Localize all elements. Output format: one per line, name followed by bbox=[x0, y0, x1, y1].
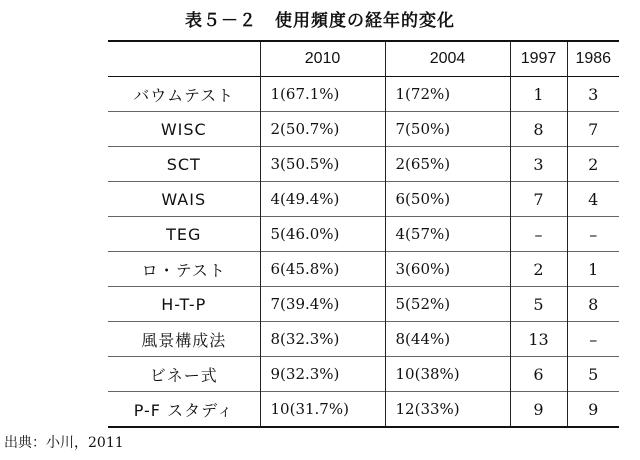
header-cell-2010: 2010 bbox=[260, 41, 385, 77]
rank-2004-cell: 12(33%) bbox=[385, 392, 510, 428]
rank-2004-cell: 4(57%) bbox=[385, 217, 510, 252]
rank-1997-cell: 9 bbox=[510, 392, 567, 428]
source-note: 出典：小川，2011 bbox=[4, 435, 124, 451]
rank-1986-cell: 4 bbox=[567, 182, 619, 217]
table-row bbox=[108, 287, 619, 322]
table-row bbox=[108, 252, 619, 287]
test-name-cell: P-F スタディ bbox=[108, 392, 260, 428]
rank-1997-cell: 5 bbox=[510, 287, 567, 322]
rank-2010-cell: 6(45.8%) bbox=[260, 252, 385, 287]
test-name-cell: ロ・テスト bbox=[108, 252, 260, 287]
rank-2010-cell: 9(32.3%) bbox=[260, 357, 385, 392]
test-name-cell: H-T-P bbox=[108, 287, 260, 322]
rank-2004-cell: 6(50%) bbox=[385, 182, 510, 217]
test-name-cell: WISC bbox=[108, 112, 260, 147]
rank-1986-cell: – bbox=[567, 322, 619, 357]
table-row bbox=[108, 112, 619, 147]
header-cell-blank bbox=[108, 41, 260, 77]
header-cell-1986: 1986 bbox=[567, 41, 619, 77]
test-name-cell: SCT bbox=[108, 147, 260, 182]
rank-1997-cell: 13 bbox=[510, 322, 567, 357]
test-name-cell: バウムテスト bbox=[108, 77, 260, 112]
rank-2010-cell: 7(39.4%) bbox=[260, 287, 385, 322]
rank-2004-cell: 2(65%) bbox=[385, 147, 510, 182]
rank-2004-cell: 7(50%) bbox=[385, 112, 510, 147]
rank-1986-cell: 5 bbox=[567, 357, 619, 392]
rank-2010-cell: 10(31.7%) bbox=[260, 392, 385, 428]
rank-1986-cell: 3 bbox=[567, 77, 619, 112]
rank-2004-cell: 8(44%) bbox=[385, 322, 510, 357]
usage-frequency-table bbox=[108, 40, 619, 428]
rank-1997-cell: 6 bbox=[510, 357, 567, 392]
rank-2010-cell: 5(46.0%) bbox=[260, 217, 385, 252]
rank-1997-cell: 1 bbox=[510, 77, 567, 112]
rank-2004-cell: 1(72%) bbox=[385, 77, 510, 112]
rank-2010-cell: 8(32.3%) bbox=[260, 322, 385, 357]
rank-2010-cell: 1(67.1%) bbox=[260, 77, 385, 112]
test-name-cell: ビネー式 bbox=[108, 357, 260, 392]
rank-1986-cell: 1 bbox=[567, 252, 619, 287]
table-row bbox=[108, 392, 619, 428]
rank-2004-cell: 3(60%) bbox=[385, 252, 510, 287]
rank-2010-cell: 2(50.7%) bbox=[260, 112, 385, 147]
rank-1997-cell: – bbox=[510, 217, 567, 252]
test-name-cell: TEG bbox=[108, 217, 260, 252]
rank-1997-cell: 2 bbox=[510, 252, 567, 287]
rank-1986-cell: 8 bbox=[567, 287, 619, 322]
rank-1986-cell: 2 bbox=[567, 147, 619, 182]
table-row bbox=[108, 217, 619, 252]
table-row bbox=[108, 182, 619, 217]
rank-1986-cell: 9 bbox=[567, 392, 619, 428]
rank-1997-cell: 3 bbox=[510, 147, 567, 182]
table-row bbox=[108, 77, 619, 112]
table-title: 表５－２ 使用頻度の経年的変化 bbox=[185, 11, 455, 31]
table-row bbox=[108, 322, 619, 357]
rank-2010-cell: 4(49.4%) bbox=[260, 182, 385, 217]
header-row bbox=[108, 41, 619, 77]
rank-1997-cell: 7 bbox=[510, 182, 567, 217]
rank-2004-cell: 5(52%) bbox=[385, 287, 510, 322]
header-cell-2004: 2004 bbox=[385, 41, 510, 77]
table-row bbox=[108, 357, 619, 392]
test-name-cell: WAIS bbox=[108, 182, 260, 217]
header-cell-1997: 1997 bbox=[510, 41, 567, 77]
rank-2004-cell: 10(38%) bbox=[385, 357, 510, 392]
rank-1986-cell: – bbox=[567, 217, 619, 252]
test-name-cell: 風景構成法 bbox=[108, 322, 260, 357]
rank-2010-cell: 3(50.5%) bbox=[260, 147, 385, 182]
table-row bbox=[108, 147, 619, 182]
rank-1986-cell: 7 bbox=[567, 112, 619, 147]
rank-1997-cell: 8 bbox=[510, 112, 567, 147]
